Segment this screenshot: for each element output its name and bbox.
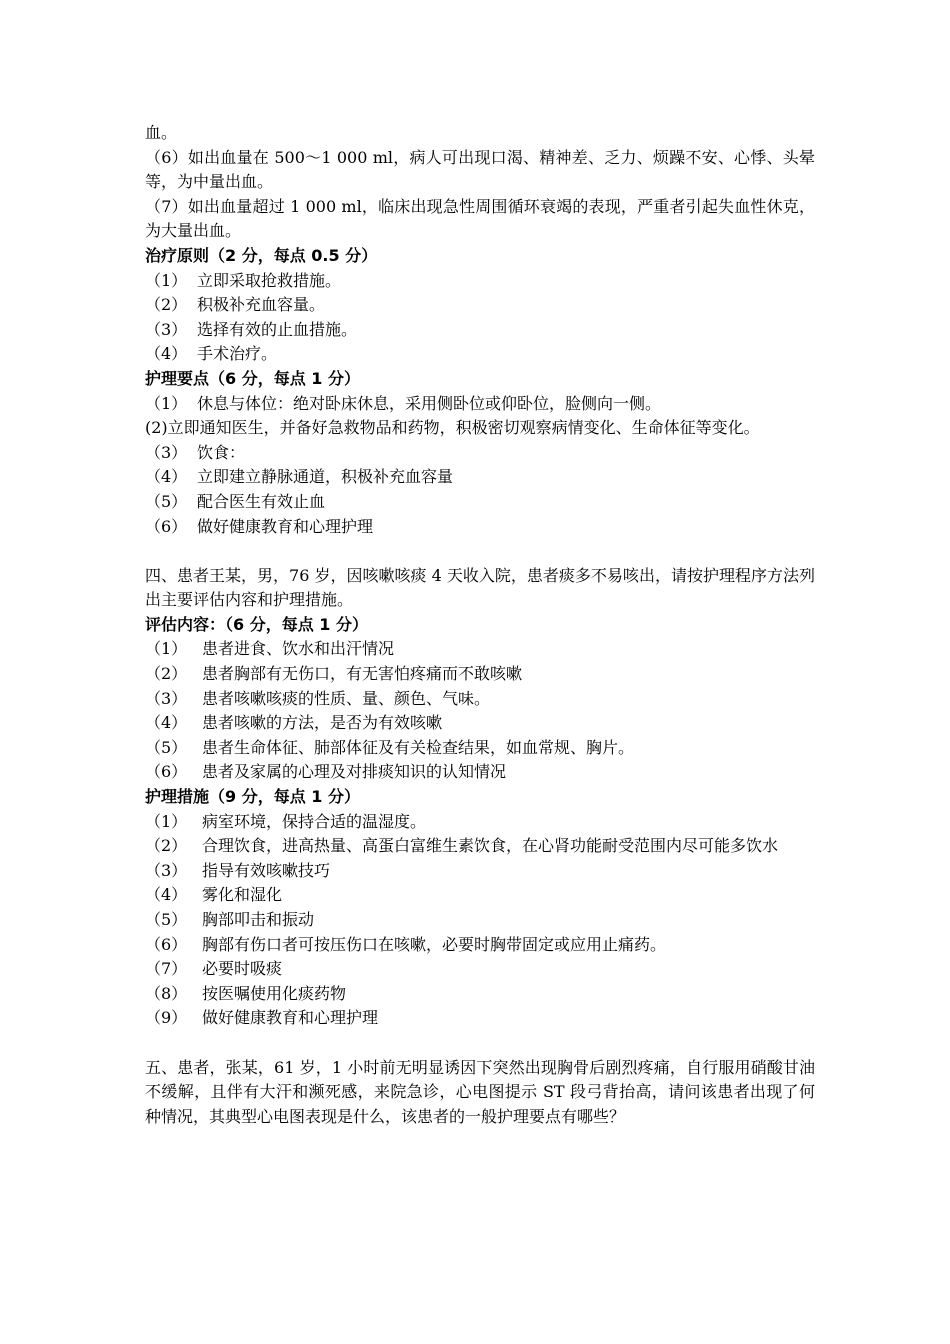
list-item xyxy=(145,293,815,318)
item-text: 指导有效咳嗽技巧 xyxy=(202,860,331,880)
item-text: 立即采取抢救措施。 xyxy=(197,270,342,290)
item-text: 胸部有伤口者可按压伤口在咳嗽，必要时胸带固定或应用止痛药。 xyxy=(202,934,667,954)
document-page xyxy=(145,121,815,1129)
item-text: 选择有效的止血措施。 xyxy=(197,319,358,339)
list-item xyxy=(145,490,815,515)
item-text: 配合医生有效止血 xyxy=(197,491,326,511)
measures-list xyxy=(145,810,815,1031)
item-number: （1） xyxy=(145,639,188,659)
item-text: 休息与体位：绝对卧床休息，采用侧卧位或仰卧位，脸侧向一侧。 xyxy=(197,393,662,413)
item-number: （1） xyxy=(145,270,188,290)
item-number: （6） xyxy=(145,516,188,536)
item-text: 雾化和湿化 xyxy=(202,885,283,905)
list-item xyxy=(145,982,815,1007)
item-text: 患者咳嗽的方法，是否为有效咳嗽 xyxy=(202,713,443,733)
list-item xyxy=(145,392,815,417)
paragraph-item-6: （6）如出血量在 500～1 000 ml，病人可出现口渴、精神差、乏力、烦躁不安、心悸、头晕等，为中量出血。 xyxy=(145,147,815,192)
item-number: （4） xyxy=(145,344,188,364)
item-text: 患者胸部有无伤口，有无害怕疼痛而不敢咳嗽 xyxy=(202,664,523,684)
section-heading-nursing: 护理要点（6 分，每点 1 分） xyxy=(145,368,360,388)
list-item xyxy=(145,908,815,933)
item-text: 患者及家属的心理及对排痰知识的认知情况 xyxy=(202,762,507,782)
list-item xyxy=(145,933,815,958)
item-number: （5） xyxy=(145,910,188,929)
list-item xyxy=(145,662,815,687)
item-text: 合理饮食，进高热量、高蛋白富维生素饮食，在心肾功能耐受范围内尽可能多饮水 xyxy=(202,836,779,856)
spacer xyxy=(145,539,815,564)
paragraph-item-2: (2)立即通知医生，并备好急救物品和药物，积极密切观察病情变化、生命体征等变化。 xyxy=(145,418,760,438)
section-heading-treatment: 治疗原则（2 分，每点 0.5 分） xyxy=(145,245,378,265)
item-text: 必要时吸痰 xyxy=(202,959,283,979)
item-number: （8） xyxy=(145,983,188,1003)
paragraph-item-7: （7）如出血量超过 1 000 ml，临床出现急性周围循环衰竭的表现，严重者引起失血性休克，为大量出血。 xyxy=(145,196,815,241)
item-text: 饮食： xyxy=(197,442,246,462)
item-number: （3） xyxy=(145,442,188,462)
list-item xyxy=(145,1006,815,1031)
spacer xyxy=(145,1031,815,1056)
item-text: 积极补充血容量。 xyxy=(197,295,326,315)
list-item xyxy=(145,342,815,367)
item-text: 做好健康教育和心理护理 xyxy=(197,516,374,536)
item-text: 患者进食、饮水和出汗情况 xyxy=(202,639,395,659)
nursing-list xyxy=(145,392,815,540)
list-item xyxy=(145,515,815,540)
assessment-list xyxy=(145,637,815,785)
treatment-list xyxy=(145,269,815,367)
item-number: （2） xyxy=(145,295,188,315)
list-item xyxy=(145,269,815,294)
list-item xyxy=(145,736,815,761)
list-item xyxy=(145,687,815,712)
item-number: （7） xyxy=(145,959,188,979)
item-number: （4） xyxy=(145,467,188,487)
list-item xyxy=(145,711,815,736)
item-number: （3） xyxy=(145,860,188,880)
item-number: （6） xyxy=(145,934,188,954)
section-heading-measures: 护理措施（9 分，每点 1 分） xyxy=(145,787,360,807)
list-item xyxy=(145,465,815,490)
list-item xyxy=(145,637,815,662)
item-number: （5） xyxy=(145,737,188,757)
item-text: 患者咳嗽咳痰的性质、量、颜色、气味。 xyxy=(202,688,491,708)
item-number: （4） xyxy=(145,713,188,733)
list-item xyxy=(145,318,815,343)
item-text: 按医嘱使用化痰药物 xyxy=(202,983,347,1003)
item-number: （2） xyxy=(145,664,188,684)
item-number: （1） xyxy=(145,393,188,413)
list-item xyxy=(145,957,815,982)
item-number: （1） xyxy=(145,811,188,831)
item-text: 胸部叩击和振动 xyxy=(202,910,315,929)
text-line: 血。 xyxy=(145,123,178,142)
section-heading-assessment: 评估内容：（6 分，每点 1 分） xyxy=(145,614,368,634)
item-number: （4） xyxy=(145,885,188,905)
list-item xyxy=(145,859,815,884)
list-item xyxy=(145,883,815,908)
item-text: 做好健康教育和心理护理 xyxy=(202,1008,379,1028)
item-number: （5） xyxy=(145,491,188,511)
item-text: 患者生命体征、肺部体征及有关检查结果，如血常规、胸片。 xyxy=(202,737,635,757)
item-number: （6） xyxy=(145,762,188,782)
item-text: 立即建立静脉通道，积极补充血容量 xyxy=(197,467,454,487)
question-5: 五、患者，张某，61 岁，1 小时前无明显诱因下突然出现胸骨后剧烈疼痛，自行服用硝酸甘油不缓解，且伴有大汗和濒死感，来院急诊，心电图提示 ST 段弓背抬高，请问该患者出现了何种情况，其典型心电图表现是什么，该患者的一般护理要点有哪些？ xyxy=(145,1057,815,1126)
item-number: （2） xyxy=(145,836,188,856)
item-number: （9） xyxy=(145,1008,188,1028)
question-4: 四、患者王某，男，76 岁，因咳嗽咳痰 4 天收入院，患者痰多不易咳出，请按护理程序方法列出主要评估内容和护理措施。 xyxy=(145,565,815,610)
list-item xyxy=(145,760,815,785)
list-item xyxy=(145,810,815,835)
list-item xyxy=(145,834,815,859)
item-number: （3） xyxy=(145,319,188,339)
item-text: 手术治疗。 xyxy=(197,344,278,364)
item-text: 病室环境，保持合适的温湿度。 xyxy=(202,811,427,831)
list-item xyxy=(145,441,815,466)
item-number: （3） xyxy=(145,688,188,708)
